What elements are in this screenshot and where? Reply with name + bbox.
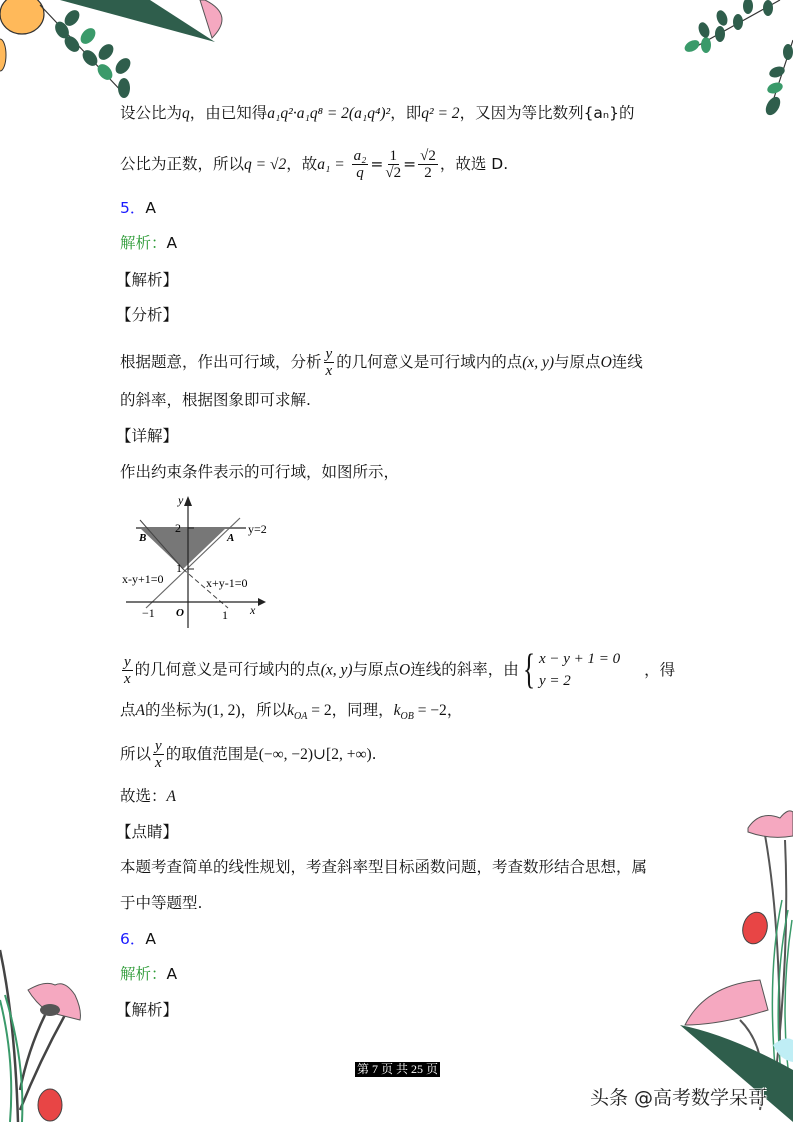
q5-detail-line-2: 点A的坐标为(1, 2)，所以$k_{OA} = 2$，同理，$k_{OB} = -2$， bbox=[120, 701, 463, 723]
q5-choose: 故选：A bbox=[120, 787, 176, 805]
q5-fenxi-line-2: 的斜率，根据图象即可求解. bbox=[120, 391, 311, 409]
x-tick-1: 1 bbox=[222, 608, 228, 622]
fraction-1-over-sqrt2: $\frac{1}{√2}$ bbox=[385, 148, 402, 181]
fraction-y-over-x: $\frac{y}{x}$ bbox=[325, 346, 333, 379]
given-equation: a₁q²·a₁q⁸ = 2(a₁q⁴)² bbox=[267, 105, 391, 122]
point-B-label: B bbox=[139, 532, 147, 544]
x-axis-label: x bbox=[250, 603, 256, 617]
fraction-sqrt2-over-2: $\frac{√2}{2}$ bbox=[420, 148, 436, 181]
page-number: 第 7 页 共 25 页 bbox=[357, 1062, 439, 1076]
y-tick-2: 2 bbox=[175, 521, 181, 535]
q5-dianjing-line-2: 于中等题型. bbox=[120, 894, 203, 912]
y-axis-label: y bbox=[178, 493, 184, 507]
q5-section-fenxi: 【分析】 bbox=[116, 306, 179, 324]
prev-solution-line-1: 设公比为q，由已知得a₁q²·a₁q⁸ = 2(a₁q⁴)²，即q² = 2，又因为等比数列{aₙ}的 bbox=[120, 104, 635, 122]
q5-section-jiexi: 【解析】 bbox=[116, 271, 179, 289]
fraction-y-over-x: $\frac{y}{x}$ bbox=[124, 653, 131, 687]
q5-detail-line-1: $\frac{y}{x}$ 的几何意义是可行域内的点(x, y)与原点O连线的斜率，由 { x − y + 1 = 0 y = 2 ，得 bbox=[124, 647, 676, 693]
q5-section-xiangjie: 【详解】 bbox=[116, 427, 179, 445]
q5-dianjing-line-1: 本题考查简单的线性规划，考查斜率型目标函数问题，考查数形结合思想，属 bbox=[120, 858, 648, 876]
fraction-y-over-x: $\frac{y}{x}$ bbox=[155, 738, 162, 771]
q6-section-jiexi: 【解析】 bbox=[116, 1001, 179, 1019]
bottom-left-floral-decoration bbox=[0, 940, 120, 1122]
top-left-floral-decoration bbox=[0, 0, 260, 110]
x-tick-neg1: −1 bbox=[142, 606, 155, 620]
origin-label: O bbox=[176, 607, 184, 619]
line-x-minus-y-label: x-y+1=0 bbox=[122, 572, 164, 586]
q5-analysis-answer: 解析：A bbox=[120, 234, 178, 252]
q5-section-dianjing: 【点睛】 bbox=[116, 823, 179, 841]
feasible-region-figure bbox=[118, 492, 278, 632]
prev-solution-line-2: 公比为正数，所以q = √2，故a₁ = $\frac{\text{a₂}}{q}$ = $\frac{1}{√2}$ = $\frac{√2}{2}$ ，故选 D. bbox=[120, 148, 509, 181]
q5-answer-heading: 5．A bbox=[120, 199, 156, 217]
point-A-label: A bbox=[227, 532, 235, 544]
q6-analysis-answer: 解析：A bbox=[120, 965, 178, 983]
top-right-leaf-decoration bbox=[670, 0, 793, 130]
q5-fenxi-line-1: 根据题意，作出可行域，分析 $\frac{y}{x}$ 的几何意义是可行域内的点(x, y)与原点O连线 bbox=[120, 346, 643, 379]
q6-answer-heading: 6．A bbox=[120, 930, 156, 948]
line-x-plus-y-label: x+y-1=0 bbox=[206, 576, 248, 590]
q5-detail-line-3: 所以 $\frac{y}{x}$ 的取值范围是(−∞, −2)∪[2, +∞). bbox=[120, 738, 377, 771]
line-y2-label: y=2 bbox=[248, 522, 267, 536]
q5-xiangjie-intro: 作出约束条件表示的可行域，如图所示， bbox=[120, 463, 400, 481]
value-range: (−∞, −2)∪[2, +∞) bbox=[258, 746, 372, 763]
bottom-right-floral-decoration bbox=[670, 800, 793, 1122]
y-tick-1: 1 bbox=[176, 561, 182, 575]
equation-system: { x − y + 1 = 0 y = 2 bbox=[522, 647, 621, 693]
watermark: 头条 @高考数学呆哥 bbox=[590, 1087, 768, 1109]
fraction-a2-over-q: $\frac{\text{a₂}}{q}$ bbox=[353, 148, 367, 181]
